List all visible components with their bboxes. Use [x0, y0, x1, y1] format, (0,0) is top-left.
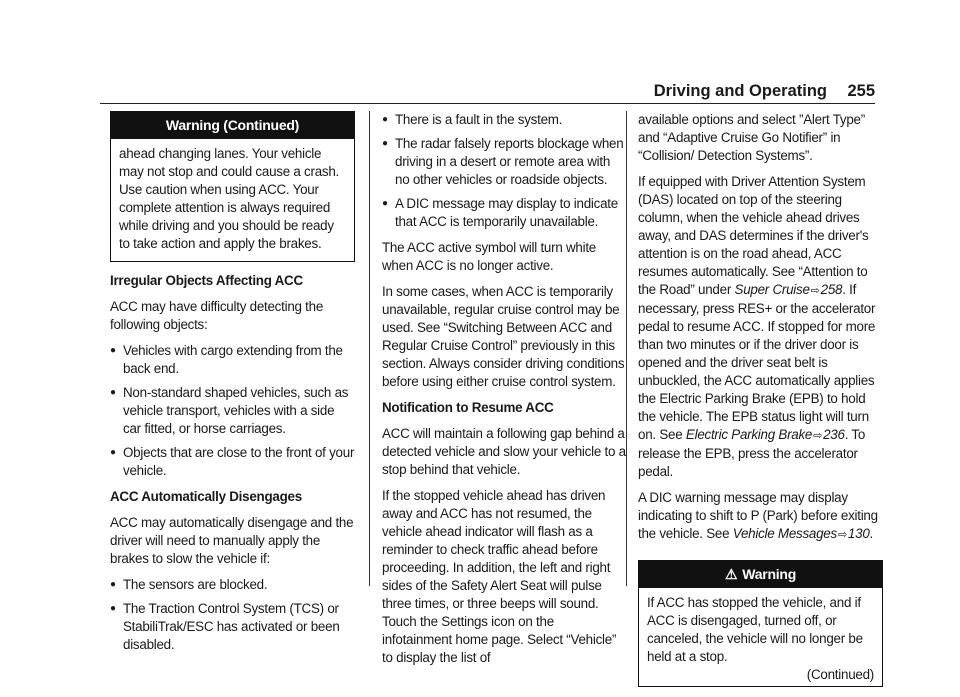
page-number: 255	[847, 82, 875, 100]
irregular-objects-list	[110, 342, 355, 480]
bullet-icon: ●	[110, 387, 116, 398]
link-super-cruise[interactable]: Super Cruise	[734, 282, 810, 297]
header-rule	[100, 103, 875, 104]
bullet-icon: ●	[110, 345, 116, 356]
paragraph: ACC may automatically disengage and the driver will need to manually apply the brakes to slow the vehicle if:	[110, 515, 354, 566]
list-item: ● Vehicles with cargo extending from the back end.	[110, 343, 343, 376]
paragraph: available options and select ”Alert Type” and “Adaptive Cruise Go Notifier” in “Collision/ Detection Systems”.	[638, 112, 865, 163]
heading-irregular-objects: Irregular Objects Affecting ACC	[110, 273, 303, 288]
list-item: ● A DIC message may display to indicate that ACC is temporarily unavailable.	[382, 196, 618, 229]
warning-title: ⚠ Warning	[639, 561, 882, 588]
warning-body	[111, 139, 354, 261]
page-ref-icon: ⇨	[813, 430, 823, 442]
list-item: ● Non-standard shaped vehicles, such as vehicle transport, vehicles with a side car fitted, or horse carriages.	[110, 385, 349, 436]
warning-title: Warning (Continued)	[111, 112, 354, 139]
page-ref-icon: ⇨	[837, 529, 847, 541]
warning-box	[638, 560, 883, 687]
bullet-icon: ●	[382, 198, 388, 209]
bullet-icon: ●	[110, 447, 116, 458]
disengage-list	[110, 576, 355, 654]
paragraph: ACC may have difficulty detecting the following objects:	[110, 299, 324, 332]
link-electric-parking-brake[interactable]: Electric Parking Brake	[685, 427, 813, 442]
bullet-icon: ●	[110, 603, 116, 614]
column-divider	[369, 111, 370, 586]
warning-text: ahead changing lanes. Your vehicle may not stop and could cause a crash. Use caution when using ACC. Your complete attention is always required while driving and you should be ready to take action and apply the brakes.	[119, 146, 340, 251]
bullet-icon: ●	[382, 138, 388, 149]
column-2	[382, 111, 627, 675]
paragraph: ACC will maintain a following gap behind a detected vehicle and slow your vehicle to a stop behind that vehicle.	[382, 426, 626, 477]
warning-box	[110, 111, 355, 262]
page-header	[100, 80, 875, 104]
continued-label: (Continued)	[806, 667, 874, 682]
paragraph: The ACC active symbol will turn white when ACC is no longer active.	[382, 240, 597, 273]
paragraph: If the stopped vehicle ahead has driven away and ACC has not resumed, the vehicle ahead indicator will flash as a reminder to check traffic ahead before proceeding. In addition, the left and right sides of the Safety Alert Seat will pulse three times, or three beeps will sound. Touch the Settings icon on the infotainment home page. Select “Vehicle” to display the list of	[382, 488, 617, 665]
page-ref-236[interactable]: 236	[823, 427, 845, 442]
bullet-icon: ●	[110, 579, 116, 590]
link-vehicle-messages[interactable]: Vehicle Messages	[732, 526, 837, 541]
heading-acc-disengages: ACC Automatically Disengages	[110, 489, 302, 504]
disengage-list-continued	[382, 111, 627, 231]
page-ref-258[interactable]: 258	[820, 282, 843, 297]
list-item: ● The radar falsely reports blockage when driving in a desert or remote area with no other vehicles or roadside objects.	[382, 136, 624, 187]
warning-body	[639, 588, 882, 686]
page-ref-130[interactable]: 130	[847, 526, 870, 541]
heading-notification-resume: Notification to Resume ACC	[382, 400, 554, 415]
list-item: ● The sensors are blocked.	[110, 577, 268, 592]
column-1	[110, 111, 355, 662]
list-item: ● There is a fault in the system.	[382, 112, 563, 127]
bullet-icon: ●	[382, 114, 388, 125]
warning-triangle-icon: ⚠	[724, 566, 738, 582]
warning-text: If ACC has stopped the vehicle, and if ACC is disengaged, turned off, or canceled, the vehicle will no longer be held at a stop.	[647, 595, 863, 664]
paragraph: In some cases, when ACC is temporarily unavailable, regular cruise control may be used. See “Switching Between ACC and Regular Cruise Control” previously in this section. Always consider driving conditions before using either cruise control system.	[382, 284, 625, 389]
list-item: ● Objects that are close to the front of your vehicle.	[110, 445, 355, 478]
paragraph: A DIC warning message may display indicating to shift to P (Park) before exiting the vehicle. See Vehicle Messages⇨130.	[638, 490, 878, 541]
page-ref-icon: ⇨	[810, 285, 820, 297]
list-item: ● The Traction Control System (TCS) or StabiliTrak/ESC has activated or been disabled.	[110, 601, 340, 652]
section-title: Driving and Operating	[653, 82, 827, 100]
paragraph: If equipped with Driver Attention System (DAS) located on top of the steering column, when the vehicle ahead drives away, and DAS determines if the driver's attention is on the road ahead, ACC resumes automatically. See “Attention to the Road” under Super Cruise⇨258. If necessary, press RES+ or the accelerator pedal to resume ACC. If stopped for more than two minutes or if the driver door is opened and the driver seat belt is unbuckled, the ACC automatically applies the Electric Parking Brake (EPB) to hold the vehicle. The EPB status light will turn on. See Electric Parking Brake⇨236. To release the EPB, press the accelerator pedal.	[638, 174, 876, 479]
column-3	[638, 111, 883, 697]
